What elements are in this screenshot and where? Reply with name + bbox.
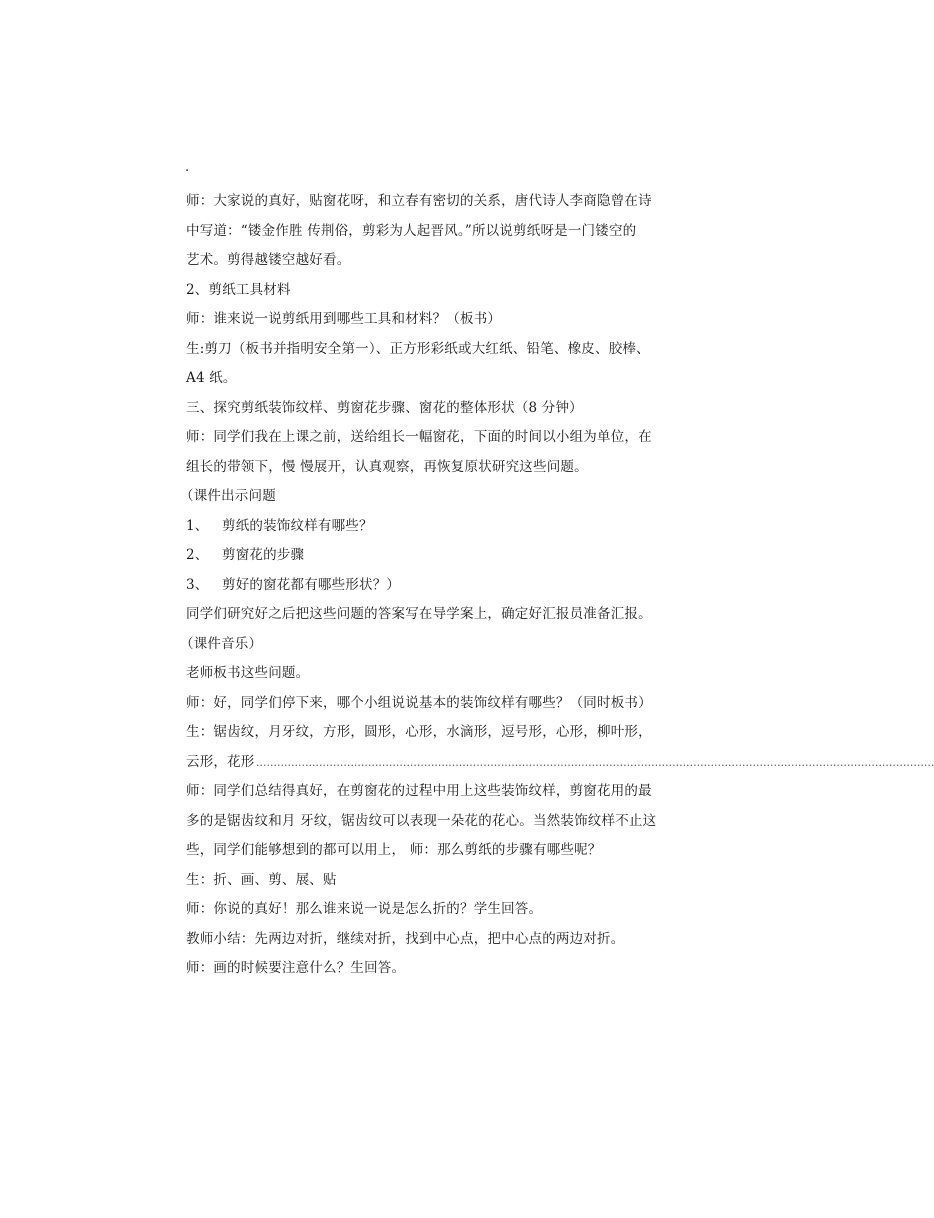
question-number: 3、 — [186, 576, 209, 593]
courseware-note: （课件出示问题 — [180, 488, 276, 504]
text-line: 生：锯齿纹，月牙纹，方形，圆形，心形，水滴形，逗号形，心形，柳叶形， — [186, 724, 652, 740]
text-line: A4 纸。 — [186, 370, 237, 386]
question-item — [186, 571, 686, 601]
question-item — [186, 541, 686, 571]
text-line: 云形，花形 — [186, 753, 255, 770]
section-heading: 2、剪纸工具材料 — [186, 281, 291, 298]
text-line: 组长的带领下，慢 慢展开，认真观察，再恢复原状研究这些问题。 — [186, 458, 588, 475]
question-text: 剪纸的装饰纹样有哪些？ — [222, 517, 373, 534]
text-line: 师：谁来说一说剪纸用到哪些工具和材料？（板书） — [186, 311, 502, 327]
text-line: 同学们研究好之后把这些问题的答案写在导学案上，确定好汇报员准备汇报。 — [186, 606, 652, 622]
text-line: 师：同学们总结得真好，在剪窗花的过程中用上这些装饰纹样，剪窗花用的最 — [186, 783, 652, 799]
section-heading: 三、探究剪纸装饰纹样、剪窗花步骤、窗花的整体形状（8 分钟） — [186, 399, 583, 416]
text-line: 中写道：“镂金作胜 传荆俗，剪彩为人起晋风。”所以说剪纸呀是一门镂空的 — [186, 222, 637, 239]
dot-leader: .................................................................................................................................................................................................. — [256, 755, 934, 769]
text-line: 生：折、画、剪、展、贴 — [186, 871, 337, 888]
page-marker: . — [185, 160, 190, 175]
text-line: （课件音乐） — [180, 635, 263, 652]
document-body — [180, 187, 934, 984]
text-line: 生:剪刀（板书并指明安全第一）、正方形彩纸或大红纸、铅笔、橡皮、胶棒、 — [186, 340, 650, 357]
question-text: 剪窗花的步骤 — [222, 547, 305, 563]
text-line: 师：大家说的真好，贴窗花呀，和立春有密切的关系，唐代诗人李商隐曾在诗 — [186, 193, 652, 209]
question-number: 2、 — [186, 547, 209, 563]
text-line: 师：你说的真好！那么谁来说一说是怎么折的？学生回答。 — [186, 901, 543, 917]
text-line: 教师小结：先两边对折，继续对折，找到中心点，把中心点的两边对折。 — [186, 930, 625, 947]
text-line: 老师板书这些问题。 — [186, 665, 310, 681]
text-line: 师：好，同学们停下来，哪个小组说说基本的装饰纹样有哪些？（同时板书） — [186, 694, 652, 711]
text-line: 多的是锯齿纹和月 牙纹，锯齿纹可以表现一朵花的花心。当然装饰纹样不止这 — [186, 812, 657, 829]
question-item — [186, 512, 686, 542]
text-line: 些，同学们能够想到的都可以用上， 师：那么剪纸的步骤有哪些呢？ — [186, 842, 602, 858]
text-line: 师：画的时候要注意什么？生回答。 — [186, 960, 406, 976]
question-number: 1、 — [186, 517, 209, 534]
question-text: 剪好的窗花都有哪些形状？） — [222, 576, 401, 593]
text-line: 艺术。剪得越镂空越好看。 — [186, 252, 351, 268]
dotted-text-line — [186, 748, 934, 778]
text-line: 师：同学们我在上课之前，送给组长一幅窗花，下面的时间以小组为单位，在 — [186, 429, 652, 445]
